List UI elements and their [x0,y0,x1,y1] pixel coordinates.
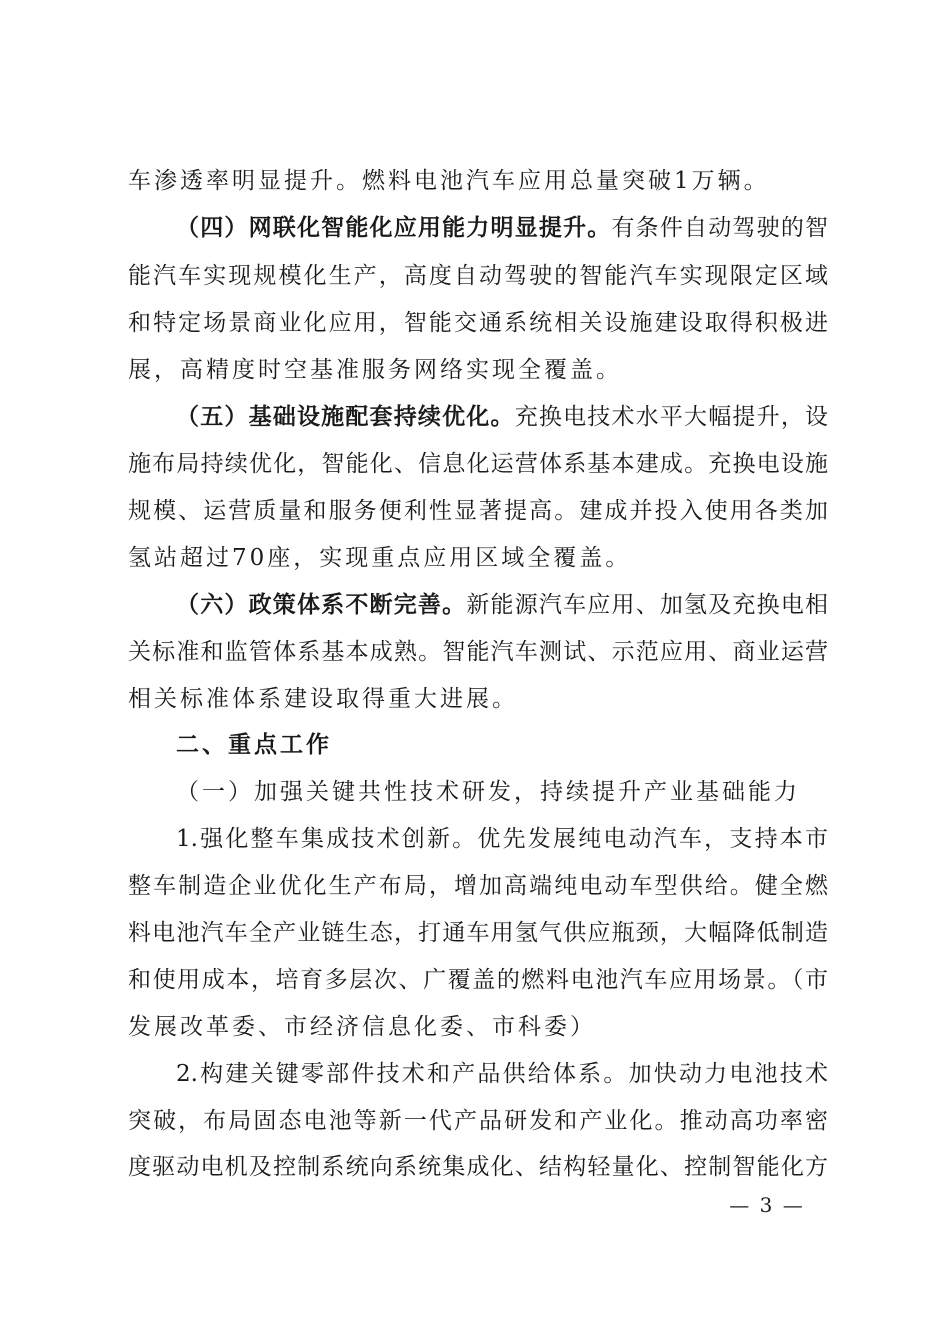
paragraph-line [176,213,828,243]
paragraph-line: 车渗透率明显提升。燃料电池汽车应用总量突破1万辆。 [128,168,770,194]
subsection-title: （一）加强关键共性技术研发，持续提升产业基础能力 [176,779,800,805]
paragraph-text: 新能源汽车应用、加氢及充换电相 [466,592,829,618]
paragraph-line: 施布局持续优化，智能化、信息化运营体系基本建成。充换电设施 [128,451,828,477]
section-heading-inline: （六）政策体系不断完善。 [176,592,467,618]
paragraph-line: 和特定场景商业化应用，智能交通系统相关设施建设取得积极进 [128,310,828,336]
paragraph-line: 发展改革委、市经济信息化委、市科委） [128,1014,596,1040]
paragraph-line: 2.构建关键零部件技术和产品供给体系。加快动力电池技术 [176,1061,828,1087]
paragraph-line: 料电池汽车全产业链生态，打通车用氢气供应瓶颈，大幅降低制造 [128,920,828,946]
paragraph-line: 整车制造企业优化生产布局，增加高端纯电动车型供给。健全燃 [128,873,828,899]
section-title: 二、重点工作 [176,732,332,758]
paragraph-line: 关标准和监管体系基本成熟。智能汽车测试、示范应用、商业运营 [128,639,828,665]
paragraph-line [176,402,828,432]
section-heading-inline: （五）基础设施配套持续优化。 [176,404,515,430]
paragraph-line: 1.强化整车集成技术创新。优先发展纯电动汽车，支持本市 [176,826,828,852]
paragraph-line: 氢站超过70座，实现重点应用区域全覆盖。 [128,545,632,571]
paragraph-line: 和使用成本，培育多层次、广覆盖的燃料电池汽车应用场景。（市 [128,967,828,993]
paragraph-text: 充换电技术水平大幅提升，设 [514,404,829,430]
paragraph-line: 能汽车实现规模化生产，高度自动驾驶的智能汽车实现限定区域 [128,263,828,289]
paragraph-line: 度驱动电机及控制系统向系统集成化、结构轻量化、控制智能化方 [128,1154,828,1180]
paragraph-line [176,590,828,620]
page-number: — 3 — [729,1193,805,1217]
paragraph-line: 相关标准体系建设取得重大进展。 [128,686,518,712]
section-heading-inline: （四）网联化智能化应用能力明显提升。 [176,215,612,241]
paragraph-text: 有条件自动驾驶的智 [611,215,829,241]
paragraph-line: 规模、运营质量和服务便利性显著提高。建成并投入使用各类加 [128,498,828,524]
paragraph-line: 展，高精度时空基准服务网络实现全覆盖。 [128,357,622,383]
paragraph-line: 突破，布局固态电池等新一代产品研发和产业化。推动高功率密 [128,1108,828,1134]
